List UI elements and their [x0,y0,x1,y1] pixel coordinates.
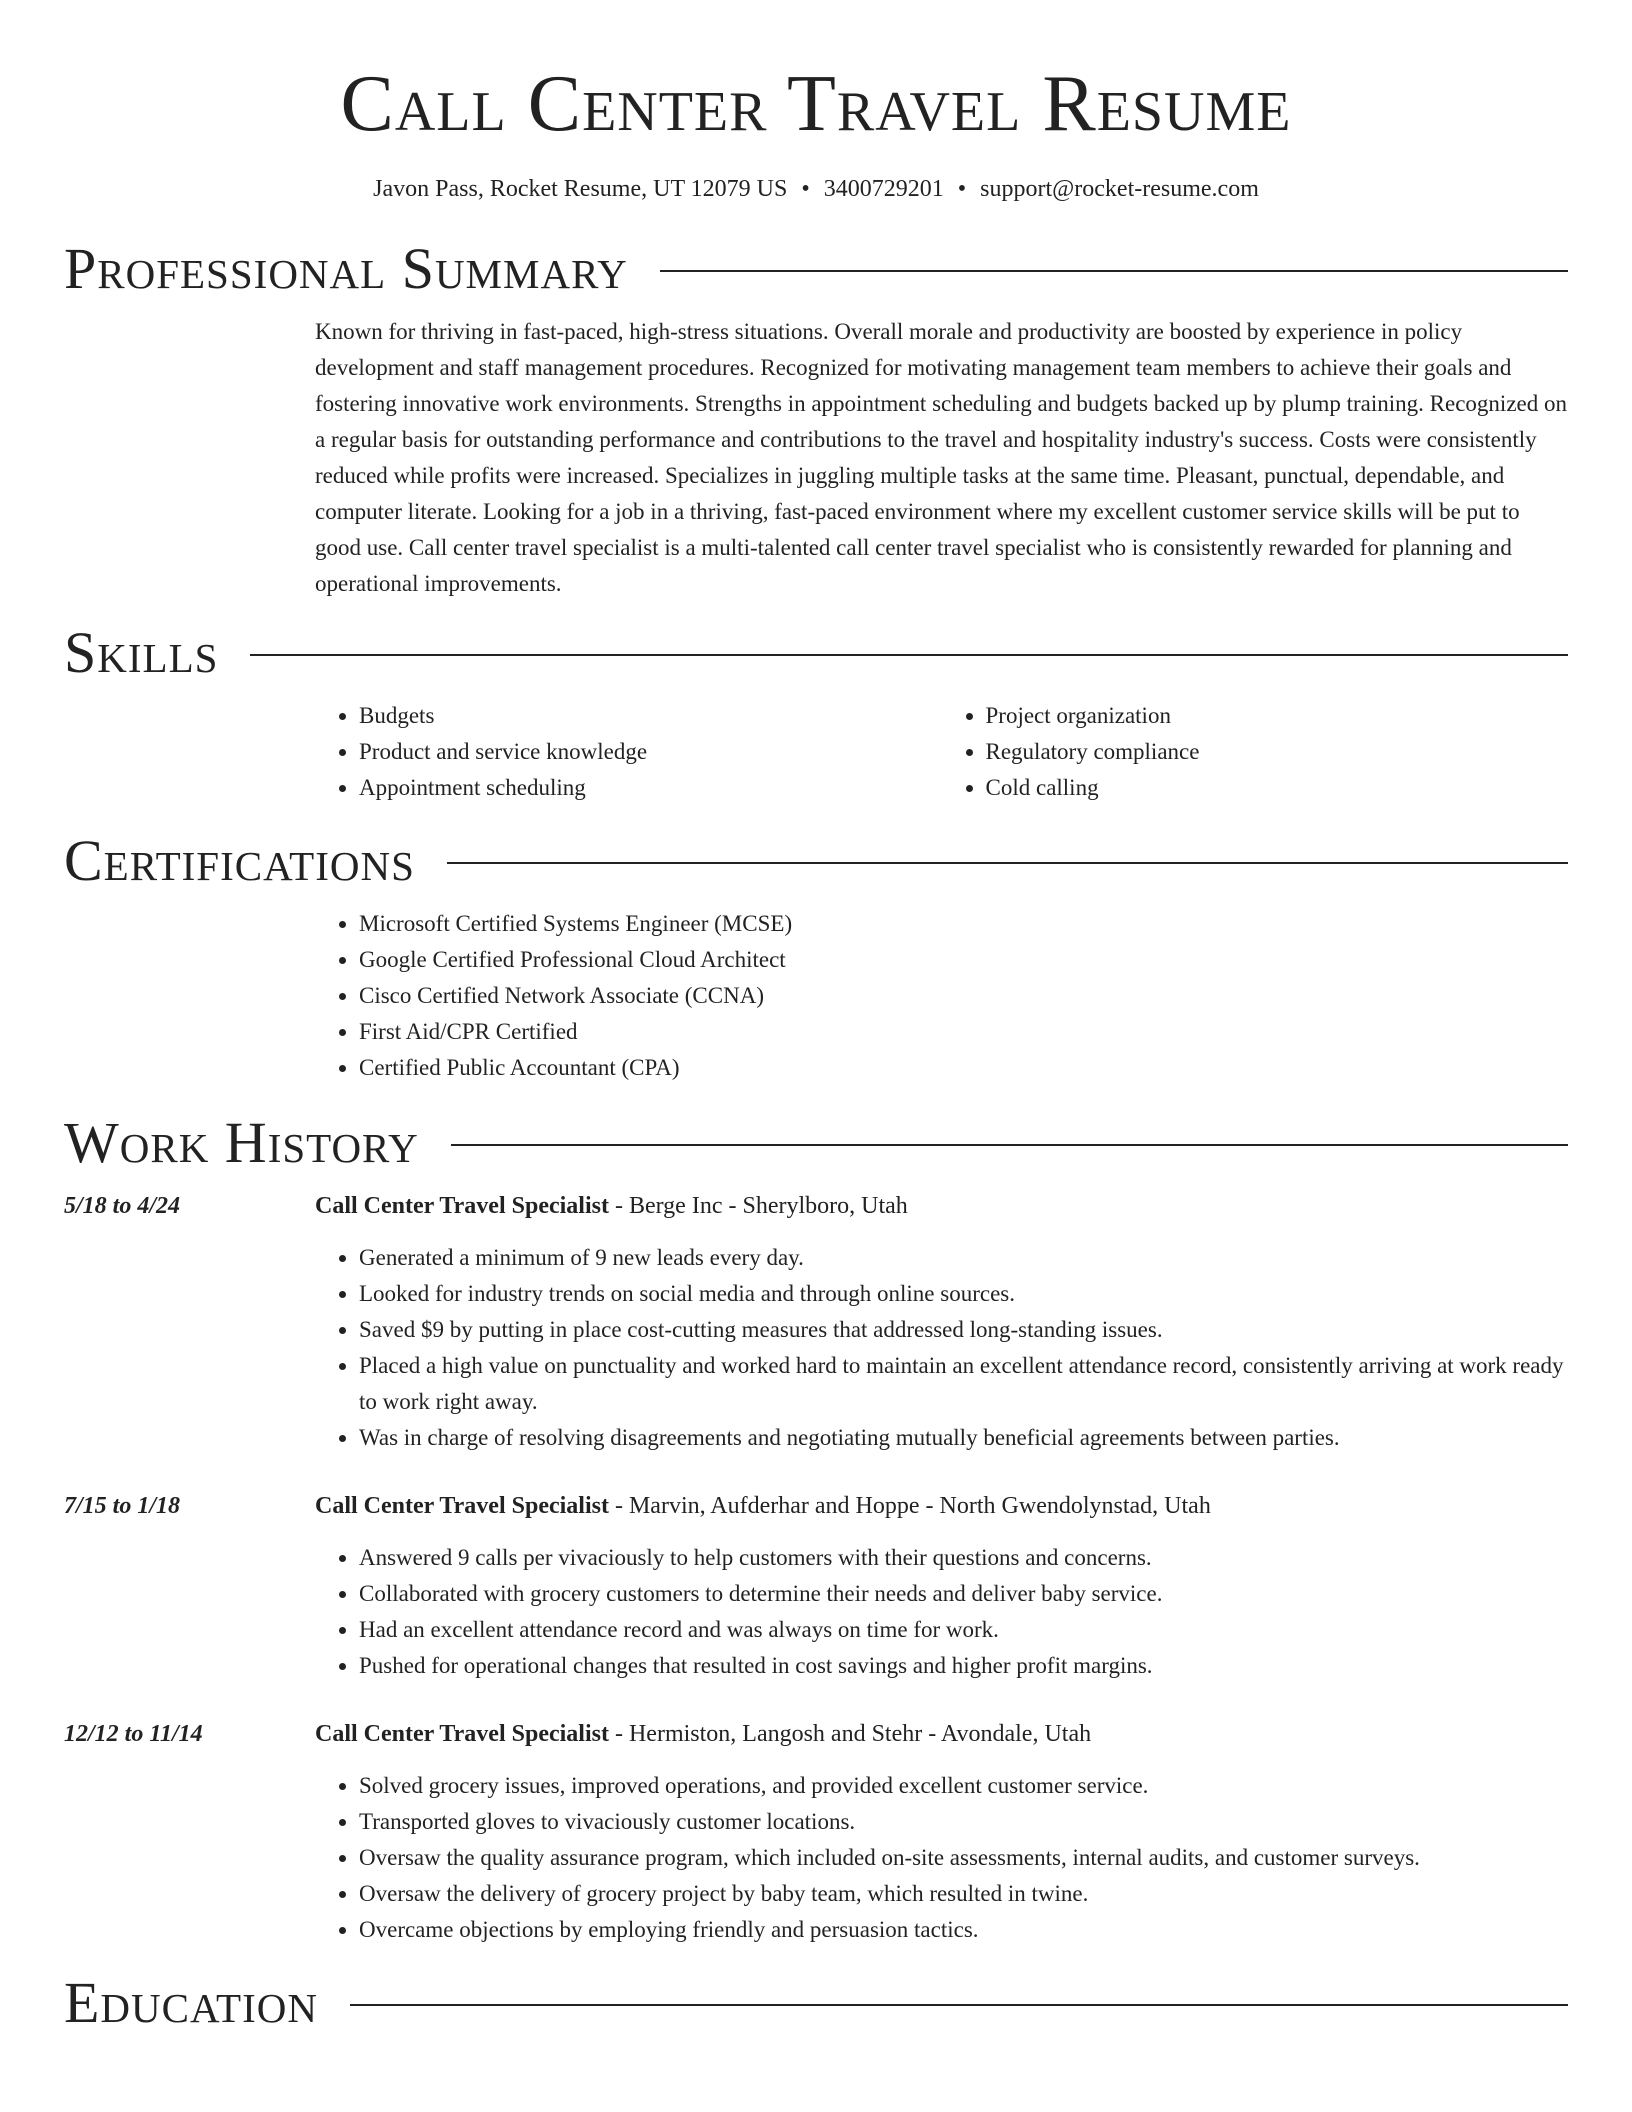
contact-phone: 3400729201 [823,176,944,202]
skills-list-left [315,698,942,806]
job-bullet: • Looked for industry trends on social media and through online sources. [359,1276,1568,1312]
certifications-heading: Certifications [64,828,415,893]
certification-item: • Cisco Certified Network Associate (CCNA) [359,978,1568,1014]
section-divider [250,654,1568,656]
job-body [315,1716,1568,1948]
job-bullet: • Solved grocery issues, improved operations, and provided excellent customer service. [359,1768,1568,1804]
job-body [315,1188,1568,1456]
section-divider [350,2004,1568,2006]
job-dates: 7/15 to 1/18 [64,1493,181,1519]
summary-section-header [64,238,1568,300]
skill-item: • Budgets [359,698,942,734]
skill-item: • Appointment scheduling [359,770,942,806]
job-bullets [315,1768,1568,1948]
job-company: - Marvin, Aufderhar and Hoppe - North Gwendolynstad, Utah [608,1493,1211,1519]
skills-list-right [942,698,1569,806]
job-role: Call Center Travel Specialist [315,1721,609,1747]
summary-content [315,314,1568,602]
skills-section-header [64,622,1568,684]
certifications-content [315,906,1568,1086]
contact-email: support@rocket-resume.com [980,176,1259,202]
skill-item: • Cold calling [986,770,1569,806]
certifications-list [315,906,1568,1086]
certification-item: • Certified Public Accountant (CPA) [359,1050,1568,1086]
job-entry [64,1716,1568,1948]
job-company: - Berge Inc - Sherylboro, Utah [608,1193,908,1219]
job-bullet: • Oversaw the delivery of grocery project by baby team, which resulted in twine. [359,1876,1568,1912]
contact-separator: • [801,176,810,202]
certification-item: • Google Certified Professional Cloud Architect [359,942,1568,978]
job-bullet: • Was in charge of resolving disagreements and negotiating mutually beneficial agreements between parties. [359,1420,1568,1456]
job-bullet: • Generated a minimum of 9 new leads every day. [359,1240,1568,1276]
skills-heading: Skills [64,620,219,685]
education-heading: Education [64,1970,318,2035]
education-section-header [64,1972,1568,2034]
resume-page [64,0,1568,2034]
job-heading [315,1488,1568,1524]
job-heading [315,1188,1568,1224]
job-bullets [315,1540,1568,1684]
skills-grid [315,698,1568,806]
job-bullet: • Collaborated with grocery customers to determine their needs and deliver baby service. [359,1576,1568,1612]
job-bullets [315,1240,1568,1456]
work-history-section-header [64,1112,1568,1174]
job-entry [64,1488,1568,1684]
job-bullet: • Transported gloves to vivaciously customer locations. [359,1804,1568,1840]
job-bullet: • Placed a high value on punctuality and worked hard to maintain an excellent attendance record, consistently arriving at work ready to work right away. [359,1348,1568,1420]
job-bullet: • Had an excellent attendance record and was always on time for work. [359,1612,1568,1648]
contact-separator: • [957,176,967,202]
job-role: Call Center Travel Specialist [315,1193,609,1219]
section-divider [447,862,1568,864]
certification-item: • Microsoft Certified Systems Engineer (MCSE) [359,906,1568,942]
job-dates: 5/18 to 4/24 [64,1193,181,1219]
resume-title: Call Center Travel Resume [340,60,1292,148]
job-bullet: • Pushed for operational changes that resulted in cost savings and higher profit margins. [359,1648,1568,1684]
work-history-heading: Work History [64,1110,419,1175]
certifications-section-header [64,830,1568,892]
job-entry [64,1188,1568,1456]
skill-item: • Project organization [986,698,1569,734]
skills-content [315,698,1568,806]
contact-address: Javon Pass, Rocket Resume, UT 12079 US [373,176,788,202]
job-dates: 12/12 to 11/14 [64,1721,203,1747]
job-company: - Hermiston, Langosh and Stehr - Avondale, Utah [608,1721,1092,1747]
job-body [315,1488,1568,1684]
skill-item: • Product and service knowledge [359,734,942,770]
job-bullet: • Saved $9 by putting in place cost-cutting measures that addressed long-standing issues. [359,1312,1568,1348]
job-bullet: • Overcame objections by employing friendly and persuasion tactics. [359,1912,1568,1948]
job-bullet: • Answered 9 calls per vivaciously to help customers with their questions and concerns. [359,1540,1568,1576]
skill-item: • Regulatory compliance [986,734,1569,770]
job-bullet: • Oversaw the quality assurance program, which included on-site assessments, internal audits, and customer surveys. [359,1840,1568,1876]
certification-item: • First Aid/CPR Certified [359,1014,1568,1050]
section-divider [660,270,1568,272]
contact-line [64,174,1568,204]
summary-text: Known for thriving in fast-paced, high-stress situations. Overall morale and productivity are boosted by experience in policy development and staff management procedures. Recognized for motivating management team members to achieve their goals and fostering innovative work environments. Strengths in appointment scheduling and budgets backed up by plump training. Recognized on a regular basis for outstanding performance and contributions to the travel and hospitality industry's success. Costs were consistently reduced while profits were increased. Specializes in juggling multiple tasks at the same time. Pleasant, punctual, dependable, and computer literate. Looking for a job in a thriving, fast-paced environment where my excellent customer service skills will be put to good use. Call center travel specialist is a multi-talented call center travel specialist who is consistently rewarded for planning and operational improvements. [315,319,1567,596]
job-heading [315,1716,1568,1752]
job-role: Call Center Travel Specialist [315,1493,609,1519]
summary-heading: Professional Summary [64,236,628,301]
section-divider [451,1144,1568,1146]
